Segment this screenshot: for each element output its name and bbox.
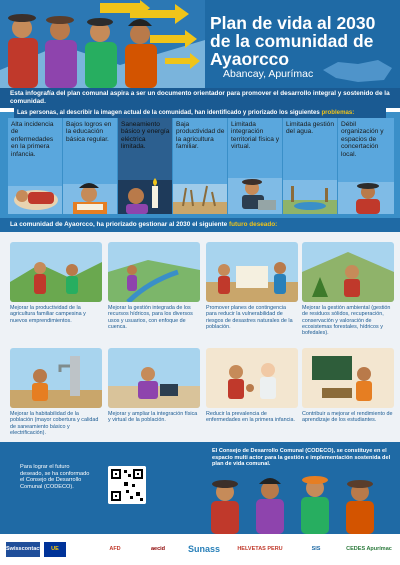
problem-label: Baja productividad de la agricultura familiar. [176,121,225,151]
problem-card [338,118,394,214]
goal-card [10,242,102,324]
intro-text: Esta infografía del plan comunal aspira a ser un documento orientador para promover el desarrollo integral y sostenido de la comunidad. [0,88,400,108]
footer-panel [0,442,400,534]
codeco-group-illustration [195,472,400,534]
goal-label: Mejorar la productividad de la agricultura familiar campesina y nuevos emprendimientos. [10,305,86,324]
logo-sunass: Sunass [187,544,220,554]
codeco-description: El Consejo de Desarrollo Comunal (CODECO), se constituye en el espacio multi actor para la gestión e implementación sostenida del plan de vida comunal. [212,448,391,468]
goal-card [206,242,298,330]
codeco-intro: Para lograr el futuro deseado, se ha conformado el Consejo de Desarrollo Comunal (CODECO). [20,464,90,490]
problem-label: Limitada integración territorial física y virtual. [231,121,279,151]
problem-label: Alta incidencia de enfermedades en la primera infancia. [11,121,54,158]
problem-card [118,118,172,214]
goal-card [302,348,394,424]
goal-card [108,348,200,424]
location-subtitle: Abancay, Apurímac [223,68,314,80]
logo-eu: UE [44,542,66,557]
problem-card [173,118,227,214]
goal-card [10,348,102,436]
irrigation-illustration [108,242,200,302]
logo-cedes: CEDES Apurímac [346,546,392,552]
goal-label: Promover planes de contingencia para reducir la vulnerabilidad de riesgos de desastres naturales de la población. [206,305,293,330]
water-tap-illustration [10,348,102,408]
planning-meeting-illustration [206,242,298,302]
header-illustration [0,0,205,88]
goal-card [108,242,200,330]
laptop-user-illustration [228,166,282,214]
goal-card [206,348,298,424]
problem-card [8,118,62,214]
logo-helvetas: HELVETAS PERU [237,546,283,552]
goal-label: Mejorar la gestión integrada de los recursos hídricos, para los diversos usos y usuarios, con enfoque de cuenca. [108,305,193,330]
dry-crop-illustration [173,166,227,214]
health-care-illustration [206,348,298,408]
goal-label: Contribuir a mejorar el rendimiento de aprendizaje de los estudiantes. [302,411,393,424]
goal-label: Mejorar la habitabilidad de la población (mayor cobertura y calidad de saneamiento básico y electrificación). [10,411,99,436]
page-title: Plan de vida al 2030 de la comunidad de Ayaorcco [210,13,376,69]
goal-card [302,242,394,336]
qr-code[interactable] [108,466,146,504]
future-text: La comunidad de Ayaorcco, ha priorizado gestionar al 2030 el siguiente [10,221,228,228]
goal-label: Mejorar la gestión ambiental (gestión de residuos sólidos, recuperación, conservación y valoración de ecosistemas forestales, hídricos y bofedales). [302,305,391,337]
future-highlight: futuro deseado: [229,221,278,228]
problem-card [228,118,282,214]
goal-label: Reducir la prevalencia de enfermedades en la primera infancia. [206,411,295,424]
problem-label: Limitada gestión del agua. [286,121,335,136]
problem-label: Saneamiento básico y energía eléctrica limitada. [121,121,170,151]
farming-couple-illustration [10,242,102,302]
problem-card [283,118,337,214]
sponsor-logos [0,534,400,565]
organization-illustration [338,174,394,214]
region-map-icon [318,58,396,84]
problem-label: Bajos logros en la educación básica regular. [66,121,112,143]
problem-label: Débil organización y espacios de concertación local. [341,121,384,158]
problems-highlight: problemas: [321,109,355,116]
problem-card [63,118,117,214]
candle-illustration [118,166,172,214]
sick-child-illustration [8,166,62,214]
water-illustration [283,166,337,214]
logo-aecid: aecid [150,546,166,552]
student-illustration [63,166,117,214]
logo-swisscontact: Swisscontact [6,542,40,557]
environment-illustration [302,242,394,302]
problems-intro-text: Las personas, al describir la imagen actual de la comunidad, han identificado y priorizado los siguientes [17,109,320,116]
goal-label: Mejorar y ampliar la integración física y virtual de la población. [108,411,198,424]
logo-sis: SIS [311,546,321,552]
connectivity-illustration [108,348,200,408]
classroom-illustration [302,348,394,408]
logo-afd: AFD [109,546,121,552]
problems-intro [14,108,386,118]
header-banner [0,0,400,88]
future-bar [0,218,400,232]
